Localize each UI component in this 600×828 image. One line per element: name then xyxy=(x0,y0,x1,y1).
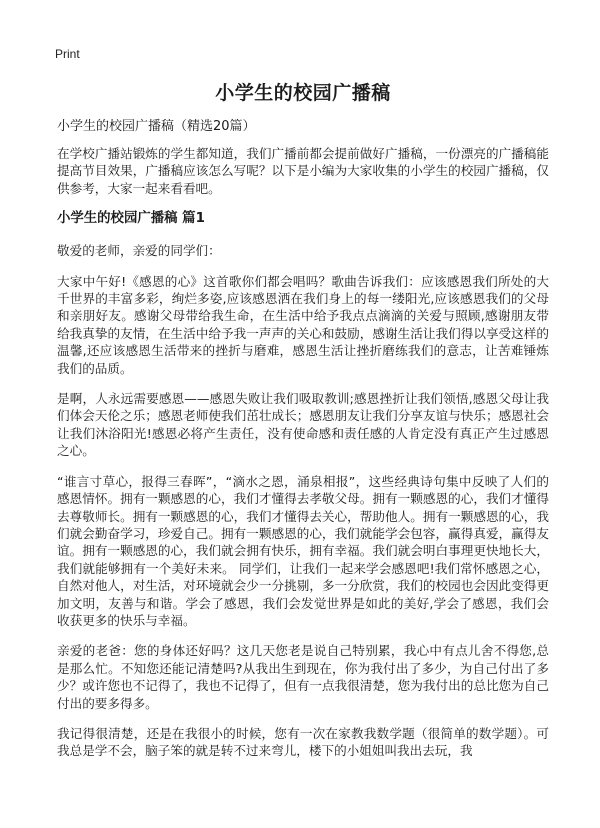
document-page xyxy=(57,82,549,773)
intro-paragraph: 在学校广播站锻炼的学生都知道，我们广播前都会提前做好广播稿，一份漂亮的广播稿能提高节目效果，广播稿应该怎么写呢？以下是小编为大家收集的小学生的校园广播稿，仅供参考，大家一起来看看吧。 xyxy=(57,146,549,196)
body-paragraph-5: 我记得很清楚，还是在我很小的时候，您有一次在家教我数学题（很简单的数学题）。可我总是学不会，脑子笨的就是转不过来弯儿，楼下的小姐姐叫我出去玩，我 xyxy=(57,725,549,759)
body-paragraph-4: 亲爱的老爸：您的身体还好吗？这几天您老是说自己特别累，我心中有点儿舍不得您,总是那么忙。不知您还能记清楚吗?从我出生到现在，你为我付出了多少，为自己付出了多少？或许您也不记得了，我也不记得了，但有一点我很清楚，您为我付出的总比您为自己付出的要多得多。 xyxy=(57,643,549,711)
subtitle: 小学生的校园广播稿（精选20篇） xyxy=(57,119,256,134)
print-link[interactable]: Print xyxy=(55,47,80,61)
greeting-paragraph: 敬爱的老师，亲爱的同学们： xyxy=(57,243,221,259)
body-paragraph-3: “谁言寸草心，报得三春晖”，“滴水之恩，涌泉相报”，这些经典诗句集中反映了人们的感恩情怀。拥有一颗感恩的心，我们才懂得去孝敬父母。拥有一颗感恩的心，我们才懂得去尊敬师长。拥有一颗感恩的心，我们才懂得去关心，帮助他人。拥有一颗感恩的心，我们就会勤奋学习，珍爱自己。拥有一颗感恩的心，我们就能学会包容，赢得真爱，赢得友谊。拥有一颗感恩的心，我们就会拥有快乐，拥有幸福。我们就会明白事理更快地长大，我们就能够拥有一个美好未来。 同学们，让我们一起来学会感恩吧!我们常怀感恩之心，自然对他人，对生活，对环境就会少一分挑剔，多一分欣赏，我们的校园也会因此变得更加文明，友善与和谐。学会了感恩，我们会发觉世界是如此的美好,学会了感恩，我们会收获更多的快乐与幸福。 xyxy=(57,473,549,628)
section-heading: 小学生的校园广播稿 篇1 xyxy=(57,211,205,227)
body-paragraph-2: 是啊，人永远需要感恩——感恩失败让我们吸取教训;感恩挫折让我们领悟,感恩父母让我们体会天伦之乐；感恩老师使我们茁壮成长；感恩朋友让我们分享友谊与快乐；感恩社会让我们沐浴阳光!感恩必将产生责任，没有使命感和责任感的人肯定没有真正产生过感恩之心。 xyxy=(57,391,549,459)
body-paragraph-1: 大家中午好!《感恩的心》这首歌你们都会唱吗？歌曲告诉我们：应该感恩我们所处的大千世界的丰富多彩，绚烂多姿,应该感恩洒在我们身上的每一缕阳光,应该感恩我们的父母和亲朋好友。感谢父母带给我生命，在生活中给予我点点滴滴的关爱与照顾,感谢朋友带给我真挚的友情，在生活中给予我一声声的关心和鼓励，感谢生活让我们得以享受这样的温馨,还应该感恩生活带来的挫折与磨难，感恩生活让挫折磨练我们的意志，让苦难锤炼我们的品质。 xyxy=(57,273,549,376)
page-title: 小学生的校园广播稿 xyxy=(215,82,391,104)
